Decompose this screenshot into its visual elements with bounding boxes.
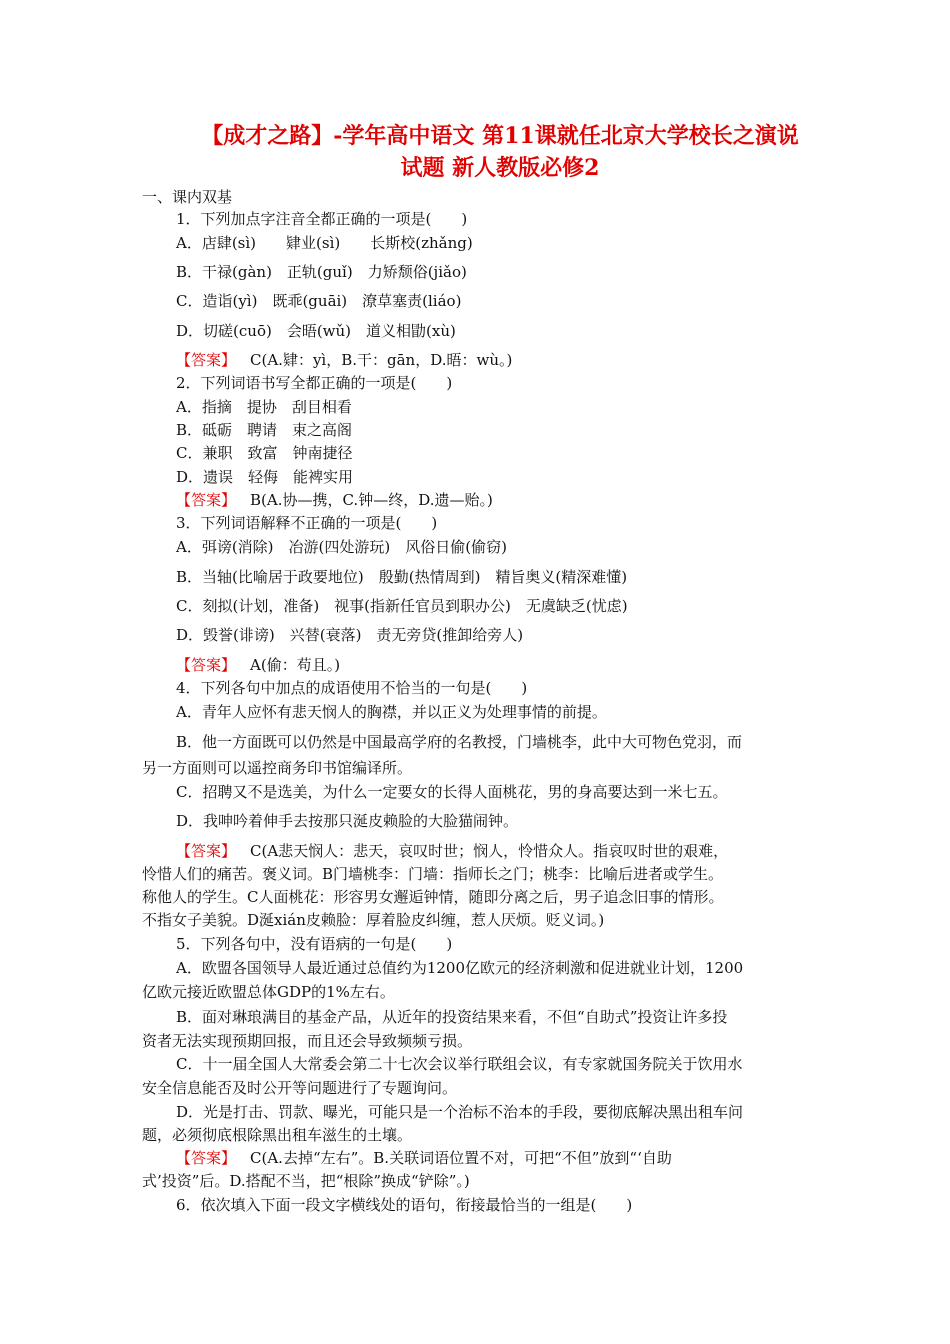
answer-text-line-4: 不指女子美貌。D涎xián皮赖脸：厚着脸皮纠缠，惹人厌烦。贬义词。) xyxy=(142,911,605,929)
question-5-option-a-cont: 亿欧元接近欧盟总体GDP的1%左右。 xyxy=(142,983,395,1001)
question-6-stem: 6．依次填入下面一段文字横线处的语句，衔接最恰当的一组是( ) xyxy=(176,1196,633,1214)
question-2-option-b: B．砥砺 聘请 束之高阁 xyxy=(176,421,353,439)
question-1-option-d: D．切磋(cuō) 会晤(wǔ) 道义相勖(xù) xyxy=(176,322,456,340)
question-1-option-a: A．店肆(sì) 肄业(sì) 长斯校(zhǎng) xyxy=(176,234,473,252)
section-heading: 一、课内双基 xyxy=(142,188,233,206)
question-2-answer xyxy=(176,489,816,511)
question-4-option-d: D．我呻吟着伸手去按那只涎皮赖脸的大脸猫闹钟。 xyxy=(176,812,519,830)
answer-text-line-3: 称他人的学生。C人面桃花：形容男女邂逅钟情，随即分离之后，男子追念旧事的情形。 xyxy=(142,888,724,906)
question-5-option-d-cont: 题，必须彻底根除黑出租车滋生的土壤。 xyxy=(142,1126,413,1144)
question-5-option-a: A．欧盟各国领导人最近通过总值约为1200亿欧元的经济刺激和促进就业计划，1200 xyxy=(176,959,744,977)
question-4-option-c: C．招聘又不是选美，为什么一定要女的长得人面桃花，男的身高要达到一米七五。 xyxy=(176,783,728,801)
document-title-line-1: 【成才之路】-学年高中语文 第11课就任北京大学校长之演说 xyxy=(201,123,799,149)
question-4-option-b-cont: 另一方面则可以遥控商务印书馆编译所。 xyxy=(142,759,413,777)
answer-text: A(偷：苟且。) xyxy=(250,656,341,674)
answer-text: C(A.肄：yì，B.干：gān，D.晤：wù。) xyxy=(250,351,513,369)
question-5-option-c-cont: 安全信息能否及时公开等问题进行了专题询问。 xyxy=(142,1079,458,1097)
question-1-stem: 1．下列加点字注音全都正确的一项是( ) xyxy=(176,210,468,228)
answer-text: B(A.协—携，C.钟—终，D.遗—贻。) xyxy=(250,491,493,509)
answer-label: 【答案】 xyxy=(176,656,237,674)
question-5-stem: 5．下列各句中，没有语病的一句是( ) xyxy=(176,935,453,953)
answer-text-line-1: C(A悲天悯人：悲天，哀叹时世；悯人，怜惜众人。指哀叹时世的艰难， xyxy=(250,842,729,860)
answer-label: 【答案】 xyxy=(176,1149,237,1167)
question-4-option-b: B．他一方面既可以仍然是中国最高学府的名教授，门墙桃李，此中大可物色党羽，而 xyxy=(176,733,743,751)
question-2-stem: 2．下列词语书写全都正确的一项是( ) xyxy=(176,374,453,392)
question-4-stem: 4．下列各句中加点的成语使用不恰当的一句是( ) xyxy=(176,679,528,697)
question-3-option-b: B．当轴(比喻居于政要地位) 殷勤(热情周到) 精旨奥义(精深难懂) xyxy=(176,568,628,586)
document-title-line-2: 试题 新人教版必修2 xyxy=(400,155,600,181)
question-5-option-b-cont: 资者无法实现预期回报，而且还会导致频频亏损。 xyxy=(142,1032,473,1050)
answer-label: 【答案】 xyxy=(176,842,237,860)
question-4-answer xyxy=(142,840,812,932)
question-5-option-c: C．十一届全国人大常委会第二十七次会议举行联组会议，有专家就国务院关于饮用水 xyxy=(176,1055,743,1073)
answer-text-line-2: 怜惜人们的痛苦。褒义词。B门墙桃李：门墙：指师长之门；桃李：比喻后进者或学生。 xyxy=(142,865,724,883)
question-1-option-b: B．干禄(gàn) 正轨(guǐ) 力矫颓俗(jiǎo) xyxy=(176,263,467,281)
question-1-answer xyxy=(176,349,816,371)
question-2-option-d: D．遗误 轻侮 能裨实用 xyxy=(176,468,354,486)
question-4-option-a: A．青年人应怀有悲天悯人的胸襟，并以正义为处理事情的前提。 xyxy=(176,703,607,721)
question-5-option-b: B．面对琳琅满目的基金产品，从近年的投资结果来看，不但“自助式”投资让许多投 xyxy=(176,1008,728,1026)
question-2-option-c: C．兼职 致富 钟南捷径 xyxy=(176,444,353,462)
question-2-option-a: A．指摘 提协 刮目相看 xyxy=(176,398,352,416)
question-3-option-a: A．弭谤(消除) 冶游(四处游玩) 风俗日偷(偷窃) xyxy=(176,538,507,556)
question-3-answer xyxy=(176,654,816,676)
question-5-option-d: D．光是打击、罚款、曝光，可能只是一个治标不治本的手段，要彻底解决黑出租车问 xyxy=(176,1103,744,1121)
answer-text-line-1: C(A.去掉“左右”。B.关联词语位置不对，可把“不但”放到“‘自助 xyxy=(250,1149,672,1167)
answer-text-line-2: 式’投资”后。D.搭配不当，把“根除”换成“铲除”。) xyxy=(142,1172,470,1190)
question-3-stem: 3．下列词语解释不正确的一项是( ) xyxy=(176,514,438,532)
question-5-answer xyxy=(142,1147,812,1193)
question-3-option-d: D．毁誉(诽谤) 兴替(衰落) 责无旁贷(推卸给旁人) xyxy=(176,626,524,644)
answer-label: 【答案】 xyxy=(176,491,237,509)
answer-label: 【答案】 xyxy=(176,351,237,369)
question-3-option-c: C．刻拟(计划，准备) 视事(指新任官员到职办公) 无虞缺乏(忧虑) xyxy=(176,597,628,615)
question-1-option-c: C．造诣(yì) 既乖(guāi) 潦草塞责(liáo) xyxy=(176,292,462,310)
